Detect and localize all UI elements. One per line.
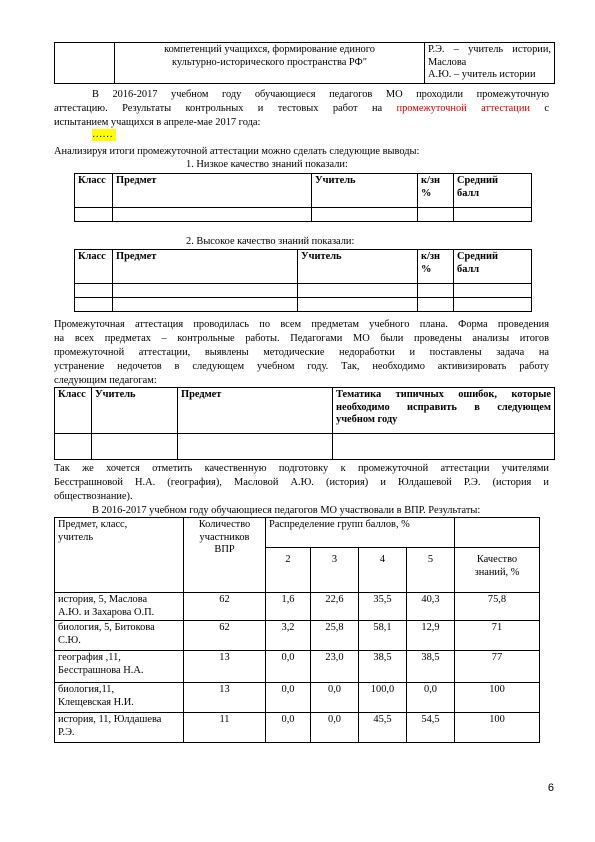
table-row [75,298,532,312]
text-line: биология, 5, Битокова [58,622,155,633]
text-line: география ,11, [58,652,121,663]
intro-text: аттестацию. Результаты контрольных и тестовых работ на [54,103,397,114]
cell-count: 13 [184,651,266,683]
text-line: А.Ю. и Захарова О.П. [58,606,155,618]
header-quality [455,548,540,593]
cell-subject [55,621,184,651]
cell-g3: 0,0 [311,713,359,743]
intro-line-3: испытанием учащихся в апреле-мае 2017 года: [54,117,261,128]
cell-count: 62 [184,621,266,651]
top-table-cell-2 [115,43,425,84]
cell-count: 11 [184,713,266,743]
header-kzn [418,250,454,284]
intro-line-1: В 2016-2017 учебном году обучающиеся педагогов МО проходили промежуточную [92,89,549,100]
cell-count: 13 [184,683,266,713]
para2-line-2: на всех предметах – контрольные работы. Педагогами МО были проведены анализы итогов [54,333,549,344]
cell-g4: 35,5 [359,593,407,621]
low-quality-title: 1. Низкое качество знаний показали: [186,159,348,170]
text-line: Тематика типичных ошибок, которые [336,389,551,400]
cell-g4: 45,5 [359,713,407,743]
cell-g3: 23,0 [311,651,359,683]
high-quality-table [74,249,532,312]
vpr-intro: В 2016-2017 учебном году обучающиеся педагогов МО участвовали в ВПР. Результаты: [92,505,481,516]
header-uchitel: Учитель [92,388,178,434]
text-line: к/зн [421,251,441,262]
low-quality-table [74,173,532,222]
header-empty [455,518,540,548]
table-header-row [55,388,555,434]
text-line: знаний, % [474,566,520,578]
table-header-row [75,250,532,284]
table-row [75,208,532,222]
text-line: история, 5, Маслова [58,594,148,605]
text-line: Средний [457,175,498,186]
table-row [55,651,540,683]
text-line: % [421,187,432,199]
table-header-row [55,518,540,548]
header-sredniy [454,250,532,284]
table-row [75,284,532,298]
top-table-cell-3 [425,43,555,84]
text-line: компетенций учащихся, формирование единого [164,44,375,55]
intro-line-2 [54,102,549,116]
header-distribution: Распределение групп баллов, % [266,518,455,548]
cell-quality: 77 [455,651,540,683]
cell-g3: 22,6 [311,593,359,621]
table-row [55,434,555,460]
para2-line-5: следующим педагогам: [54,375,157,386]
cell-g2: 0,0 [266,713,311,743]
cell-quality: 100 [455,683,540,713]
cell-quality: 71 [455,621,540,651]
cell-count: 62 [184,593,266,621]
cell-subject [55,713,184,743]
cell-g3: 25,8 [311,621,359,651]
text-line: необходимо исправить в следующем [336,401,551,413]
cell-g4: 38,5 [359,651,407,683]
top-table [54,42,555,84]
cell-g2: 3,2 [266,621,311,651]
cell-subject [55,593,184,621]
text-line: балл [457,187,480,199]
high-quality-title: 2. Высокое качество знаний показали: [186,236,355,247]
text-line: Клещевская Н.И. [58,696,134,708]
cell-g2: 1,6 [266,593,311,621]
text-line: С.Ю. [58,634,81,646]
table-header-row [75,174,532,208]
header-predmet: Предмет [113,174,312,208]
para2-line-1: Промежуточная аттестация проводилась по всем предметам учебного плана. Форма проведения [54,319,549,330]
header-uchitel: Учитель [312,174,418,208]
para3-line-1: Так же хочется отметить качественную подготовку к промежуточной аттестации учителями [54,463,549,474]
para3-line-2: Бесстрашновой Н.А. (география), Масловой А.Ю. (история) и Юлдашевой Р.Э. (история и [54,477,549,488]
header-sredniy [454,174,532,208]
text-line: % [421,263,432,275]
text-line: ВПР [214,544,235,555]
cell-g5: 0,0 [407,683,455,713]
text-line: балл [457,263,480,275]
intro-text: с [529,103,549,114]
text-line: Р.Э. – учитель истории, Маслова [428,44,551,68]
text-line: биология,11, [58,684,115,695]
header-uchitel: Учитель [298,250,418,284]
text-line: учебном году [336,414,398,425]
cell-g2: 0,0 [266,651,311,683]
cell-g5: 12,9 [407,621,455,651]
text-line: учитель [58,531,94,543]
text-line: Средний [457,251,498,262]
top-table-cell-1 [55,43,115,84]
para2-line-4: устранение недочетов в следующем учебном году. Так, необходимо активизировать работу [54,361,549,372]
header-g5: 5 [407,548,455,593]
header-kzn [418,174,454,208]
intro-highlight-red: промежуточной аттестации [396,103,530,114]
header-klass: Класс [55,388,92,434]
table-row [55,593,540,621]
para3-line-3: обществознание). [54,491,133,502]
header-klass: Класс [75,250,113,284]
header-klass: Класс [75,174,113,208]
cell-g5: 40,3 [407,593,455,621]
header-g3: 3 [311,548,359,593]
cell-g5: 38,5 [407,651,455,683]
placeholder-dots: …… [92,129,116,141]
errors-table [54,387,555,460]
text-line: к/зн [421,175,441,186]
analysis-line: Анализируя итоги промежуточной аттестации можно сделать следующие выводы: [54,146,420,157]
cell-g4: 58,1 [359,621,407,651]
cell-g5: 54,5 [407,713,455,743]
cell-g4: 100,0 [359,683,407,713]
header-predmet: Предмет [113,250,298,284]
text-line: Бесстрашнова Н.А. [58,664,144,676]
vpr-table [54,517,540,743]
table-row [55,621,540,651]
table-row [55,713,540,743]
header-g4: 4 [359,548,407,593]
cell-subject [55,683,184,713]
text-line: культурно-исторического пространства РФ" [172,56,367,68]
header-g2: 2 [266,548,311,593]
text-line: участников [199,531,250,543]
text-line: Количество [198,519,251,530]
para2-line-3: промежуточной аттестации, выявлены методические недоработки и поставлены задача на [54,347,549,358]
cell-g2: 0,0 [266,683,311,713]
header-count [184,518,266,593]
text-line: Качество [476,554,518,565]
text-line: А.Ю. – учитель истории [428,69,536,80]
text-line: Предмет, класс, [58,519,128,530]
header-tema [333,388,555,434]
header-subject [55,518,184,593]
cell-quality: 75,8 [455,593,540,621]
cell-subject [55,651,184,683]
text-line: история, 11, Юлдашева [58,714,162,725]
text-line: Р.Э. [58,726,75,738]
page-number: 6 [547,782,554,794]
header-predmet: Предмет [178,388,333,434]
table-row [55,683,540,713]
cell-g3: 0,0 [311,683,359,713]
cell-quality: 100 [455,713,540,743]
